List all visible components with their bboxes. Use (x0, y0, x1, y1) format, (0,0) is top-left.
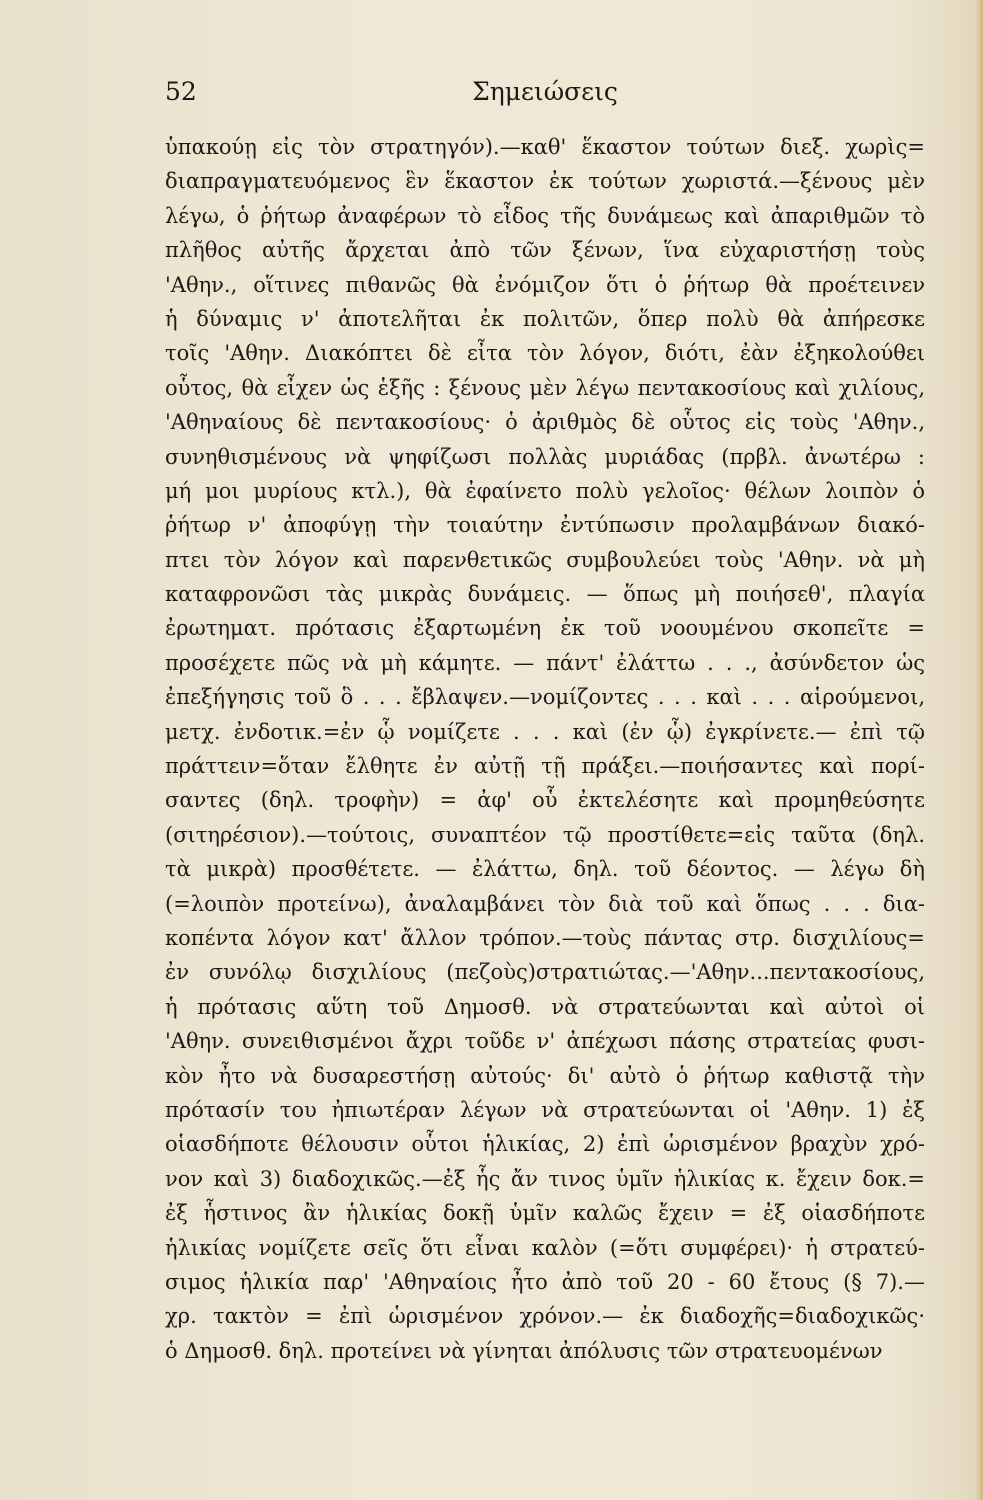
text-line: τοῖς 'Αθην. Διακόπτει δὲ εἶτα τὸν λόγον, διότι, ἐὰν ἐξηκολούθει (165, 341, 925, 366)
text-line: (σιτηρέσιον).—τούτοις, συναπτέον τῷ προστίθετε=εἰς ταῦτα (δηλ. (165, 822, 925, 847)
text-line: ῥήτωρ ν' ἀποφύγῃ τὴν τοιαύτην ἐντύπωσιν προλαμβάνων διακό- (165, 513, 925, 538)
text-line: σιμος ἡλικία παρ' 'Αθηναίοις ἦτο ἀπὸ τοῦ 20 - 60 ἔτους (§ 7).— (165, 1269, 925, 1294)
text-line: μή μοι μυρίους κτλ.), θὰ ἐφαίνετο πολὺ γελοῖος· θέλων λοιπὸν ὁ (165, 478, 925, 503)
text-line: ἐν συνόλῳ δισχιλίους (πεζοὺς)στρατιώτας.—'Αθην...πεντακοσίους, (165, 960, 925, 985)
text-line: πλῆθος αὐτῆς ἄρχεται ἀπὸ τῶν ξένων, ἵνα εὐχαριστήσῃ τοὺς (165, 238, 925, 263)
text-line: ὁ Δημοσθ. δηλ. προτείνει νὰ γίνηται ἀπόλυσις τῶν στρατευομένων (165, 1338, 883, 1363)
text-line: (=λοιπὸν προτείνω), ἀναλαμβάνει τὸν διὰ τοῦ καὶ ὅπως . . . δια- (165, 891, 925, 916)
text-line: 'Αθην., οἵτινες πιθανῶς θὰ ἐνόμιζον ὅτι ὁ ῥήτωρ θὰ προέτεινεν (165, 272, 925, 297)
page-header (165, 74, 925, 110)
page-number: 52 (165, 77, 197, 106)
text-line: 'Αθην. συνειθισμένοι ἄχρι τοῦδε ν' ἀπέχωσι πάσης στρατείας φυσι- (165, 1029, 925, 1054)
text-line: προσέχετε πῶς νὰ μὴ κάμητε. — πάντ' ἐλάττω . . ., ἀσύνδετον ὡς (165, 650, 925, 675)
text-line: ἡ πρότασις αὕτη τοῦ Δημοσθ. νὰ στρατεύωνται καὶ αὐτοὶ οἱ (165, 994, 925, 1019)
text-line: ὑπακούῃ εἰς τὸν στρατηγόν).—καθ' ἕκαστον τούτων διεξ. χωρὶς= (165, 135, 925, 159)
text-line: πρότασίν του ἠπιωτέραν λέγων νὰ στρατεύωνται οἱ 'Αθην. 1) ἐξ (165, 1097, 925, 1122)
text-line: κὸν ἦτο νὰ δυσαρεστήσῃ αὐτούς· δι' αὐτὸ ὁ ῥήτωρ καθιστᾷ τὴν (165, 1063, 925, 1088)
text-line: ἡ δύναμις ν' ἀποτελῆται ἐκ πολιτῶν, ὅπερ πολὺ θὰ ἀπήρεσκε (165, 306, 925, 331)
page-edge-shadow (975, 0, 983, 1500)
text-line: διαπραγματευόμενος ἓν ἕκαστον ἐκ τούτων χωριστά.—ξένους μὲν (165, 169, 925, 194)
text-line: οὗτος, θὰ εἶχεν ὡς ἑξῆς : ξένους μὲν λέγω πεντακοσίους καὶ χιλίους, (165, 375, 925, 400)
running-title: Σημειώσεις (472, 77, 618, 106)
text-line: πτει τὸν λόγον καὶ παρενθετικῶς συμβουλεύει τοὺς 'Αθην. νὰ μὴ (165, 547, 925, 572)
text-line: συνηθισμένους νὰ ψηφίζωσι πολλὰς μυριάδας (πρβλ. ἀνωτέρω : (165, 444, 925, 469)
text-line: νον καὶ 3) διαδοχικῶς.—ἐξ ἧς ἄν τινος ὑμῖν ἡλικίας κ. ἔχειν δοκ.= (165, 1166, 925, 1191)
text-line: ἐρωτηματ. πρότασις ἐξαρτωμένη ἐκ τοῦ νοουμένου σκοπεῖτε = (165, 616, 925, 641)
text-line: τὰ μικρὰ) προσθέτετε. — ἐλάττω, δηλ. τοῦ δέοντος. — λέγω δὴ (165, 857, 925, 882)
commentary-text (165, 130, 925, 1368)
text-line: ἡλικίας νομίζετε σεῖς ὅτι εἶναι καλὸν (=ὅτι συμφέρει)· ἡ στρατεύ- (165, 1235, 925, 1260)
text-line: καταφρονῶσι τὰς μικρὰς δυνάμεις. — ὅπως μὴ ποιήσεθ', πλαγία (165, 582, 925, 607)
text-line: μετχ. ἐνδοτικ.=ἐν ᾧ νομίζετε . . . καὶ (ἐν ᾧ) ἐγκρίνετε.— ἐπὶ τῷ (165, 719, 925, 744)
text-line: σαντες (δηλ. τροφὴν) = ἀφ' οὗ ἐκτελέσητε καὶ προμηθεύσητε (165, 788, 925, 813)
text-line: οἱασδήποτε θέλουσιν οὗτοι ἡλικίας, 2) ἐπὶ ὡρισμένον βραχὺν χρό- (165, 1132, 925, 1157)
text-line: κοπέντα λόγον κατ' ἄλλον τρόπον.—τοὺς πάντας στρ. δισχιλίους= (165, 925, 925, 950)
text-line: χρ. τακτὸν = ἐπὶ ὡρισμένον χρόνον.— ἐκ διαδοχῆς=διαδοχικῶς· (165, 1304, 925, 1329)
text-line: πράττειν=ὅταν ἔλθητε ἐν αὐτῇ τῇ πράξει.—ποιήσαντες καὶ πορί- (165, 754, 925, 779)
text-line: ἐπεξήγησις τοῦ ὃ . . . ἔβλαψεν.—νομίζοντες . . . καὶ . . . αἱρούμενοι, (165, 685, 925, 710)
text-line: ἐξ ἧστινος ἂν ἡλικίας δοκῇ ὑμῖν καλῶς ἔχειν = ἐξ οἱασδήποτε (165, 1201, 925, 1226)
text-line: λέγω, ὁ ῥήτωρ ἀναφέρων τὸ εἶδος τῆς δυνάμεως καὶ ἀπαριθμῶν τὸ (165, 203, 925, 228)
text-line: 'Αθηναίους δὲ πεντακοσίους· ὁ ἀριθμὸς δὲ οὗτος εἰς τοὺς 'Αθην., (165, 410, 925, 435)
